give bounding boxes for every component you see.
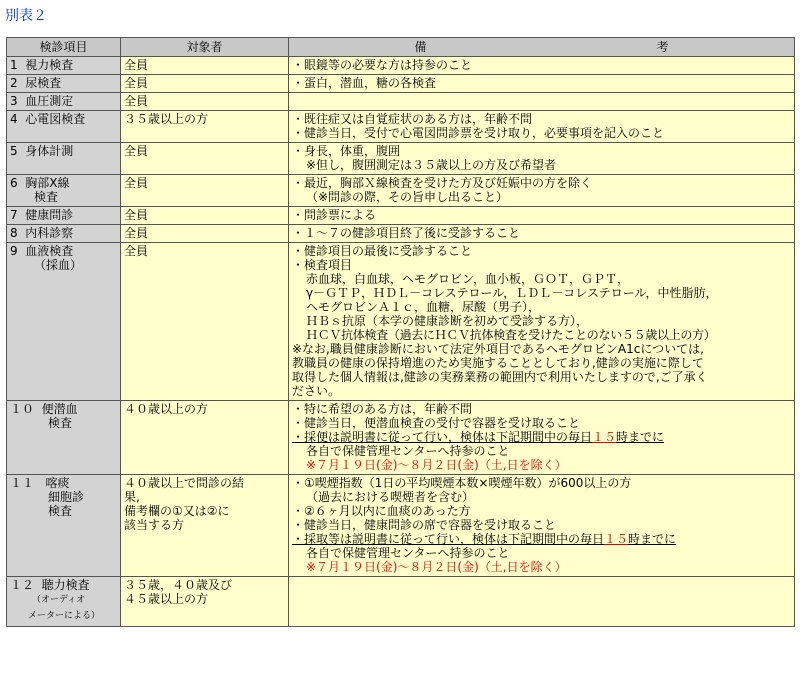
table-row xyxy=(7,401,795,475)
remarks-cell: ・問診票による xyxy=(289,207,795,225)
item-cell: 4 心電図検査 xyxy=(7,111,121,143)
target-cell: 全員 xyxy=(121,243,289,401)
target-cell: ４０歳以上で問診の結 果, 備考欄の①又は②に 該当する方 xyxy=(121,475,289,577)
remarks-cell: ・１～７の健診項目終了後に受診すること xyxy=(289,225,795,243)
table-row xyxy=(7,111,795,143)
remarks-cell: ・特に希望のある方は，年齢不問 ・健診当日，便潜血検査の受付で容器を受け取ること ・採便は説明書に従って行い，検体は下記期間中の毎日１５時までに 各自で保健管理センターへ持参のこと ※７月１９日(金)～８月２日(金)（土,日を除く） xyxy=(289,401,795,475)
table-row xyxy=(7,175,795,207)
remarks-cell xyxy=(289,577,795,627)
table-row xyxy=(7,57,795,75)
target-cell: ４０歳以上の方 xyxy=(121,401,289,475)
target-cell: 全員 xyxy=(121,225,289,243)
remarks-cell xyxy=(289,93,795,111)
item-cell: 1 視力検査 xyxy=(7,57,121,75)
table-row xyxy=(7,93,795,111)
remarks-cell: ・眼鏡等の必要な方は持参のこと xyxy=(289,57,795,75)
item-cell: 3 血圧測定 xyxy=(7,93,121,111)
item-cell: 7 健康問診 xyxy=(7,207,121,225)
target-cell: 全員 xyxy=(121,143,289,175)
header-item: 検診項目 xyxy=(7,38,121,57)
item-cell: １０ 便潜血 検査 xyxy=(7,401,121,475)
table-row xyxy=(7,207,795,225)
table-row xyxy=(7,243,795,401)
table-row xyxy=(7,75,795,93)
target-cell: 全員 xyxy=(121,207,289,225)
target-cell: 全員 xyxy=(121,57,289,75)
item-cell: 9 血液検査 （採血） xyxy=(7,243,121,401)
item-cell: 2 尿検査 xyxy=(7,75,121,93)
page-title: 別表２ xyxy=(5,8,47,24)
table-row xyxy=(7,475,795,577)
header-row xyxy=(7,38,795,57)
item-cell: 6 胸部X線 検査 xyxy=(7,175,121,207)
table-row xyxy=(7,577,795,627)
exam-items-table xyxy=(6,37,795,627)
item-cell: 8 内科診察 xyxy=(7,225,121,243)
remarks-cell: ・①喫煙指数（1日の平均喫煙本数×喫煙年数）が600以上の方 （過去における喫煙者を含む） ・②６ヶ月以内に血痰のあった方 ・健診当日，健康問診の席で容器を受け取ること ・採取等は説明書に従って行い，検体は下記期間中の毎日１５時までに 各自で保健管理センターへ持参のこと ※７月１９日(金)～８月２日(金)（土,日を除く） xyxy=(289,475,795,577)
item-cell: 5 身体計測 xyxy=(7,143,121,175)
table-row xyxy=(7,225,795,243)
remarks-cell: ・健診項目の最後に受診すること ・検査項目 赤血球，白血球，ヘモグロビン，血小板，ＧＯＴ，ＧＰＴ， γ－ＧＴＰ，ＨＤＬ－コレステロール，ＬＤＬ－コレステロール，中性脂肪， ヘモグロビンＡ１ｃ，血糖，尿酸（男子）， ＨＢｓ抗原（本学の健康診断を初めて受診する方）， ＨＣＶ抗体検査（過去にＨＣＶ抗体検査を受けたことのない５５歳以上の方） ※なお,職員健康診断において法定外項目であるヘモグロビンA1cについては, 教職員の健康の保持増進のため実施することとしており,健診の実施に際して 取得した個人情報は,健診の実務業務の範囲内で利用いたしますので,ご了承く ださい。 xyxy=(289,243,795,401)
table-row xyxy=(7,143,795,175)
header-target: 対象者 xyxy=(121,38,289,57)
target-cell: 全員 xyxy=(121,175,289,207)
target-cell: ３５歳，４０歳及び ４５歳以上の方 xyxy=(121,577,289,627)
header-remarks: 備 考 xyxy=(289,38,795,57)
remarks-cell: ・蛋白，潜血，糖の各検査 xyxy=(289,75,795,93)
remarks-cell: ・身長，体重，腹囲 ※但し，腹囲測定は３５歳以上の方及び希望者 xyxy=(289,143,795,175)
remarks-cell: ・最近，胸部Ｘ線検査を受けた方及び妊娠中の方を除く （※問診の際，その旨申し出ること） xyxy=(289,175,795,207)
target-cell: 全員 xyxy=(121,75,289,93)
item-cell: １２ 聴力検査 （オーディオ メーターによる） xyxy=(7,577,121,627)
target-cell: ３５歳以上の方 xyxy=(121,111,289,143)
item-cell: １１ 喀痰 細胞診 検査 xyxy=(7,475,121,577)
remarks-cell: ・既往症又は自覚症状のある方は，年齢不問 ・健診当日，受付で心電図問診票を受け取り，必要事項を記入のこと xyxy=(289,111,795,143)
target-cell: 全員 xyxy=(121,93,289,111)
